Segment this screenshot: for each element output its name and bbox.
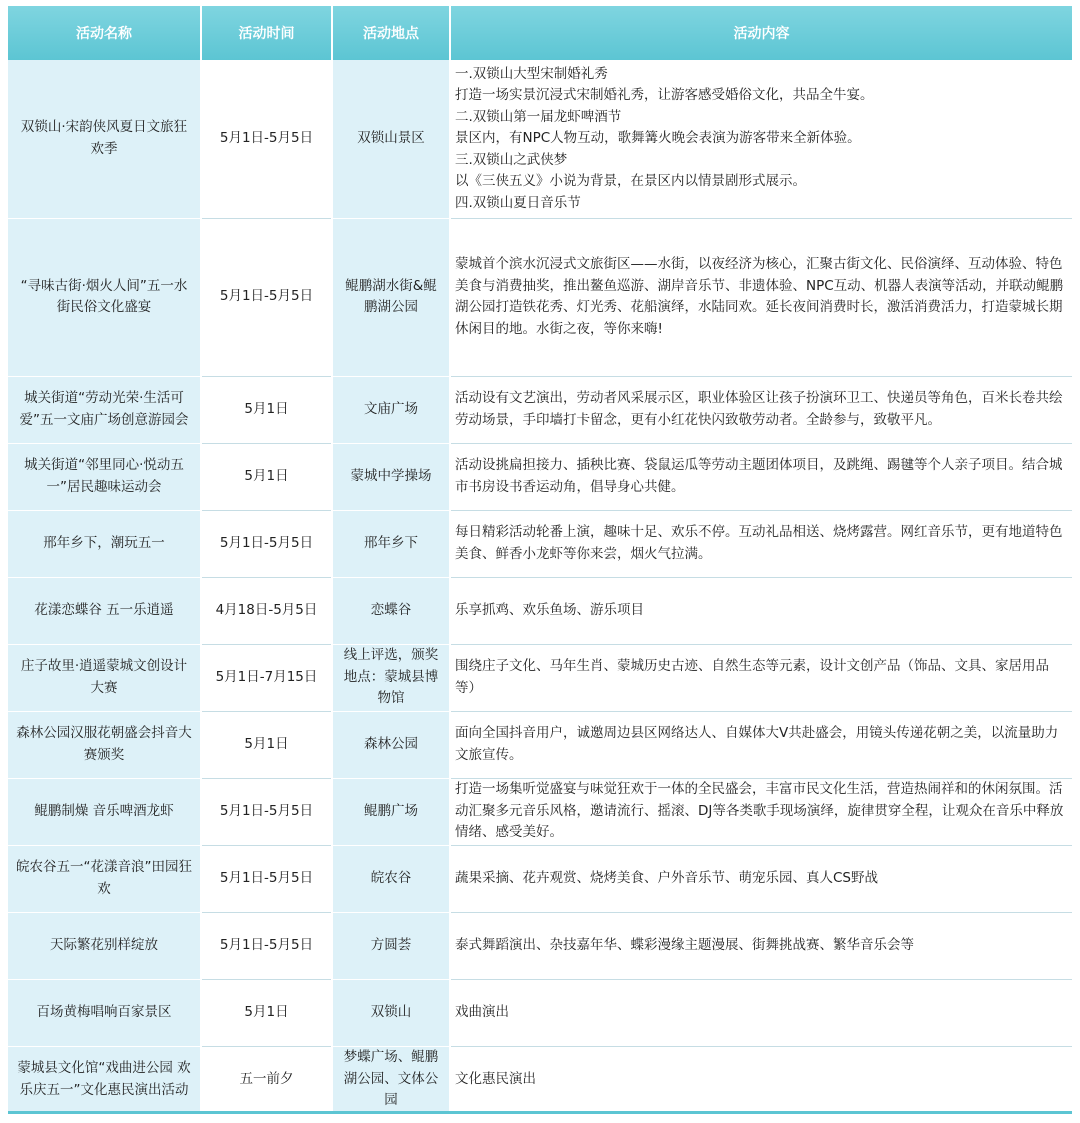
activity-name: 皖农谷五一“花漾音浪”田园狂欢: [8, 845, 201, 912]
content-line: 二.双锁山第一届龙虾啤酒节: [455, 108, 622, 125]
content-line: 蔬果采摘、花卉观赏、烧烤美食、户外音乐节、萌宠乐园、真人CS野战: [455, 869, 878, 886]
content-line: 乐享抓鸡、欢乐鱼场、游乐项目: [455, 601, 644, 618]
content-line: 每日精彩活动轮番上演，趣味十足、欢乐不停。互动礼品相送、烧烤露营。网红音乐节，更有地道特色美食、鲜香小龙虾等你来尝，烟火气拉满。: [455, 524, 1063, 562]
content-line: 围绕庄子文化、马年生肖、蒙城历史古迹、自然生态等元素，设计文创产品（饰品、文具、家居用品等）: [455, 658, 1049, 696]
activity-place: 双锁山景区: [332, 60, 450, 218]
activity-content: [450, 979, 1072, 1046]
activity-time: 5月1日-5月5日: [201, 912, 332, 979]
activity-place: 恋蝶谷: [332, 577, 450, 644]
activity-name: 双锁山·宋韵侠风夏日文旅狂欢季: [8, 60, 201, 218]
activity-time: 5月1日-5月5日: [201, 845, 332, 912]
activity-table: [8, 6, 1072, 1114]
activity-time: 五一前夕: [201, 1046, 332, 1113]
activity-place: 方圆荟: [332, 912, 450, 979]
activity-content: [450, 1046, 1072, 1113]
header-activity-place: 活动地点: [332, 6, 450, 60]
header-activity-time: 活动时间: [201, 6, 332, 60]
content-line: 三.双锁山之武侠梦: [455, 151, 568, 168]
activity-place: 鲲鹏广场: [332, 778, 450, 845]
content-line: 泰式舞蹈演出、杂技嘉年华、蝶彩漫缘主题漫展、街舞挑战赛、繁华音乐会等: [455, 936, 914, 953]
activity-name: 邢年乡下，潮玩五一: [8, 510, 201, 577]
activity-place: 线上评选，颁奖地点：蒙城县博物馆: [332, 644, 450, 711]
content-line: 面向全国抖音用户，诚邀周边县区网络达人、自媒体大V共赴盛会，用镜头传递花朝之美，以流量助力文旅宣传。: [455, 725, 1059, 763]
activity-content: [450, 644, 1072, 711]
activity-content: [450, 443, 1072, 510]
activity-time: 4月18日-5月5日: [201, 577, 332, 644]
activity-time: 5月1日: [201, 376, 332, 443]
activity-table-wrapper: [8, 6, 1072, 1114]
content-line: 蒙城首个滨水沉浸式文旅街区——水街，以夜经济为核心，汇聚古街文化、民俗演绎、互动体验、特色美食与消费抽奖，推出鳌鱼巡游、湖岸音乐节、非遗体验、NPC互动、机器人表演等活动，并联动鲲鹏湖公园打造铁花秀、灯光秀、花船演绎，水陆同欢。延长夜间消费时长，激活消费活力，打造蒙城长期休闲目的地。水街之夜，等你来嗨!: [455, 256, 1064, 337]
activity-content: [450, 376, 1072, 443]
content-line: 活动设有文艺演出，劳动者风采展示区，职业体验区让孩子扮演环卫工、快递员等角色，百米长卷共绘劳动场景，手印墙打卡留念，更有小红花快闪致敬劳动者。全龄参与，致敬平凡。: [455, 390, 1063, 428]
content-line: 文化惠民演出: [455, 1070, 536, 1087]
activity-name: “寻味古街·烟火人间”五一水街民俗文化盛宴: [8, 218, 201, 376]
activity-time: 5月1日-7月15日: [201, 644, 332, 711]
table-row: [8, 218, 1072, 376]
content-line: 打造一场集听觉盛宴与味觉狂欢于一体的全民盛会，丰富市民文化生活，营造热闹祥和的休闲氛围。活动汇聚多元音乐风格，邀请流行、摇滚、DJ等各类歌手现场演绎，旋律贯穿全程，让观众在音乐中释放情绪、感受美好。: [455, 781, 1064, 841]
activity-name: 城关街道“邻里同心·悦动五一”居民趣味运动会: [8, 443, 201, 510]
activity-name: 天际繁花别样绽放: [8, 912, 201, 979]
content-line: 一.双锁山大型宋制婚礼秀: [455, 65, 608, 82]
activity-place: 皖农谷: [332, 845, 450, 912]
table-row: [8, 778, 1072, 845]
table-row: [8, 443, 1072, 510]
activity-time: 5月1日-5月5日: [201, 510, 332, 577]
activity-place: 文庙广场: [332, 376, 450, 443]
activity-place: 邢年乡下: [332, 510, 450, 577]
activity-name: 蒙城县文化馆“戏曲进公园 欢乐庆五一”文化惠民演出活动: [8, 1046, 201, 1113]
activity-place: 蒙城中学操场: [332, 443, 450, 510]
activity-name: 鲲鹏制燥 音乐啤酒龙虾: [8, 778, 201, 845]
activity-content: [450, 778, 1072, 845]
table-row: [8, 845, 1072, 912]
content-line: 活动设挑扁担接力、插秧比赛、袋鼠运瓜等劳动主题团体项目，及跳绳、踢毽等个人亲子项目。结合城市书房设书香运动角，倡导身心共健。: [455, 457, 1063, 495]
content-line: 戏曲演出: [455, 1003, 509, 1020]
header-row: [8, 6, 1072, 60]
table-body: [8, 60, 1072, 1113]
activity-name: 百场黄梅唱响百家景区: [8, 979, 201, 1046]
table-row: [8, 510, 1072, 577]
activity-time: 5月1日-5月5日: [201, 778, 332, 845]
activity-content: [450, 845, 1072, 912]
activity-time: 5月1日-5月5日: [201, 60, 332, 218]
table-row: [8, 979, 1072, 1046]
activity-name: 庄子故里·逍遥蒙城文创设计大赛: [8, 644, 201, 711]
activity-name: 城关街道“劳动光荣·生活可爱”五一文庙广场创意游园会: [8, 376, 201, 443]
activity-content: [450, 510, 1072, 577]
activity-place: 双锁山: [332, 979, 450, 1046]
table-row: [8, 60, 1072, 218]
table-row: [8, 644, 1072, 711]
table-row: [8, 711, 1072, 778]
table-bottom-border: [8, 1111, 1072, 1114]
activity-name: 森林公园汉服花朝盛会抖音大赛颁奖: [8, 711, 201, 778]
activity-content: [450, 60, 1072, 218]
header-activity-content: 活动内容: [450, 6, 1072, 60]
table-row: [8, 376, 1072, 443]
content-line: 以《三侠五义》小说为背景，在景区内以情景剧形式展示。: [455, 173, 806, 189]
activity-place: 梦蝶广场、鲲鹏湖公园、文体公园: [332, 1046, 450, 1113]
activity-content: [450, 912, 1072, 979]
activity-time: 5月1日: [201, 979, 332, 1046]
content-line: 景区内，有NPC人物互动，歌舞篝火晚会表演为游客带来全新体验。: [455, 130, 861, 146]
activity-name: 花漾恋蝶谷 五一乐逍遥: [8, 577, 201, 644]
table-row: [8, 1046, 1072, 1113]
activity-time: 5月1日: [201, 443, 332, 510]
activity-content: [450, 711, 1072, 778]
activity-time: 5月1日-5月5日: [201, 218, 332, 376]
content-line: 打造一场实景沉浸式宋制婚礼秀，让游客感受婚俗文化，共品全牛宴。: [455, 87, 874, 103]
activity-time: 5月1日: [201, 711, 332, 778]
content-line: 四.双锁山夏日音乐节: [455, 194, 581, 211]
activity-content: [450, 577, 1072, 644]
table-row: [8, 912, 1072, 979]
table-row: [8, 577, 1072, 644]
activity-place: 鲲鹏湖水街&鲲鹏湖公园: [332, 218, 450, 376]
activity-place: 森林公园: [332, 711, 450, 778]
header-activity-name: 活动名称: [8, 6, 201, 60]
activity-content: [450, 218, 1072, 376]
